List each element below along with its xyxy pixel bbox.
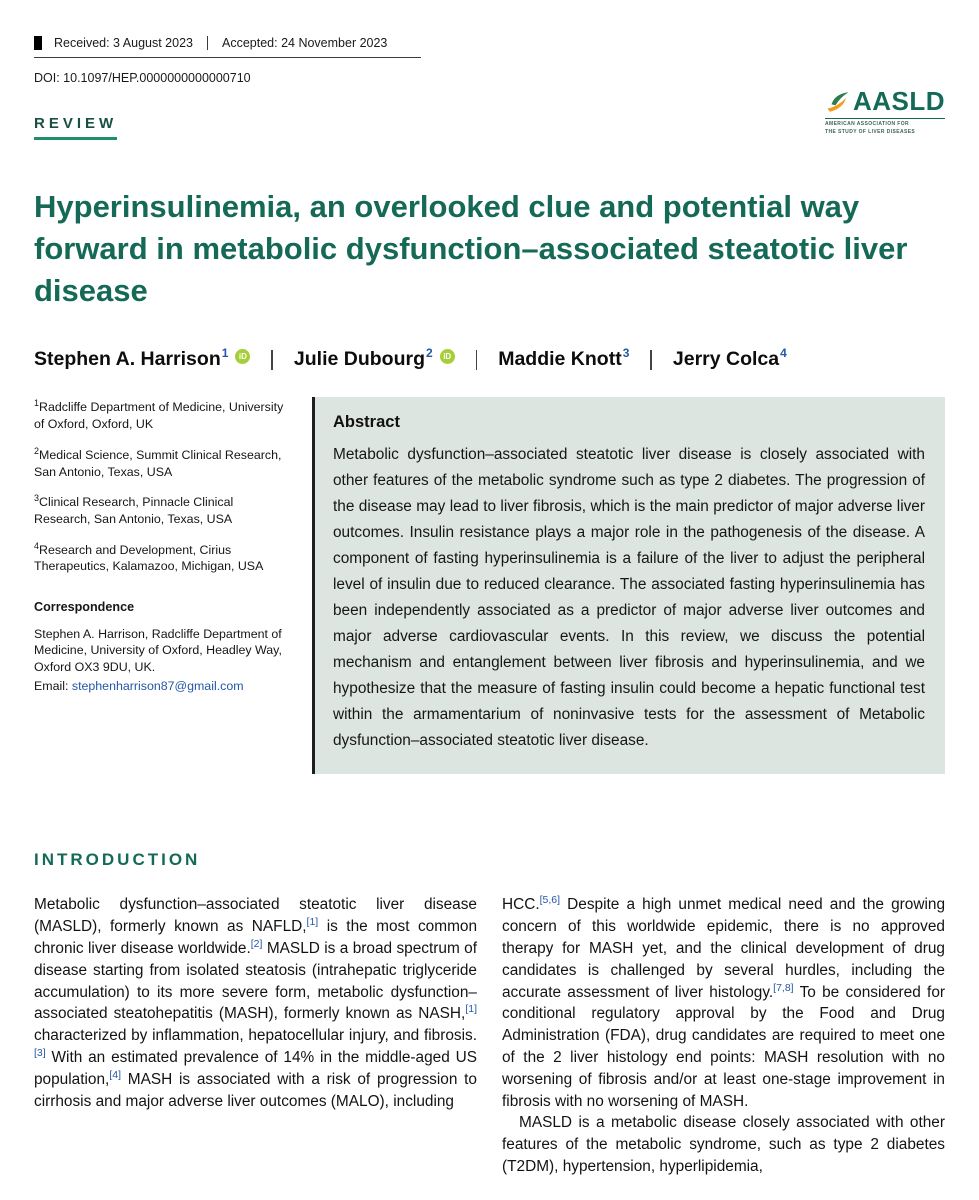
affiliation-text: Radcliffe Department of Medicine, University of Oxford, Oxford, UK <box>34 400 284 432</box>
abstract-box <box>312 397 945 774</box>
email-label: Email: <box>34 678 72 693</box>
abstract-text: Metabolic dysfunction–associated steatotic liver disease is closely associated with other features of the metabolic syndrome such as type 2 diabetes. The progression of the disease may lead to liver fibrosis, which is the main predictor of major adverse liver outcomes. Insulin resistance plays a major role in the pathogenesis of the disease. A component of fasting hyperinsulinemia is a failure of the liver to adjust the peripheral level of insulin due to reduced clearance. The associated fasting hyperinsulinemia has been independently associated as a predictor of major adverse liver outcomes and major adverse cardiovascular events. In this review, we discuss the potential mechanism and entanglement between liver fibrosis and hyperinsulinemia, and we hypothesize that the measure of fasting insulin could become a hepatic functional test within the armamentarium of noninvasive tests for the assessment of Metabolic dysfunction–associated steatotic liver disease. <box>333 446 925 750</box>
aasld-tagline-line2: THE STUDY OF LIVER DISEASES <box>825 128 916 135</box>
author-affiliation-sup: 1 <box>221 345 229 360</box>
aasld-logo-rule <box>825 118 945 119</box>
affiliation-3 <box>34 492 288 527</box>
affiliation-sup: 3 <box>34 493 40 504</box>
introduction-heading: INTRODUCTION <box>34 850 201 870</box>
author-separator <box>271 350 273 370</box>
affiliation-sup: 1 <box>34 398 40 409</box>
citation-ref[interactable]: [5,6] <box>539 894 561 907</box>
author-affiliation-sup: 2 <box>426 345 433 360</box>
aasld-logo-row <box>825 86 945 117</box>
affiliation-text: Medical Science, Summit Clinical Research, San Antonio, Texas, USA <box>34 447 282 479</box>
author-affiliation-sup: 4 <box>780 345 787 360</box>
received-date: Received: 3 August 2023 <box>54 36 193 50</box>
author-2 <box>293 345 455 371</box>
affiliation-text: Clinical Research, Pinnacle Clinical Research, San Antonio, Texas, USA <box>34 495 234 526</box>
author-1 <box>34 345 250 371</box>
paragraph: HCC.[5,6] Despite a high unmet medical need and the growing concern of this worldwide epidemic, there is no approved therapy for MASH yet, and the clinical development of drug candidates is challenged by several hurdles, including the accurate assessment of liver histology.[7,8] To be considered for conditional regulatory approval by the Food and Drug Administration (FDA), drug candidates are required to meet one of the 2 liver histology end points: MASH resolution with no worsening of fibrosis and/or at least one-stage improvement in fibrosis with no worsening of MASH. <box>502 894 946 1110</box>
aasld-logo-tagline <box>825 121 945 136</box>
author-4 <box>672 345 787 371</box>
author-name: Julie Dubourg <box>293 348 426 371</box>
citation-ref[interactable]: [1] <box>306 916 319 929</box>
affiliation-2 <box>34 445 288 480</box>
author-name: Stephen A. Harrison <box>34 348 221 371</box>
accepted-date: Accepted: 24 November 2023 <box>222 36 388 50</box>
citation-ref[interactable]: [2] <box>250 937 263 950</box>
affiliation-1 <box>34 397 288 432</box>
citation-ref[interactable]: [1] <box>465 1003 477 1016</box>
received-accepted-row <box>34 36 421 58</box>
body-columns <box>34 894 945 1177</box>
introduction-section <box>34 850 945 1177</box>
header-marker <box>34 36 42 50</box>
body-column-right <box>502 894 945 1177</box>
body-column-left <box>34 894 477 1177</box>
author-name: Jerry Colca <box>672 348 780 371</box>
author-separator <box>650 350 652 370</box>
aasld-logo-text: AASLD <box>852 86 945 116</box>
citation-ref[interactable]: [7,8] <box>773 981 794 994</box>
email-link[interactable]: stephenharrison87@gmail.com <box>71 678 244 693</box>
orcid-icon[interactable]: iD <box>235 349 250 364</box>
paragraph: Metabolic dysfunction–associated steatotic liver disease (MASLD), formerly known as NAFLD,[1] is the most common chronic liver disease worldwide.[2] MASLD is a broad spectrum of disease starting from isolated steatosis (intrahepatic triglyceride accumulation) to its more severe form, metabolic dysfunction–associated steatohepatitis (MASH), formerly known as NASH,[1] characterized by inflammation, hepatocellular injury, and fibrosis.[3] With an estimated prevalence of 14% in the middle-aged US population,[4] MASH is associated with a risk of progression to cirrhosis and major adverse liver outcomes (MALO), including <box>34 896 478 1110</box>
author-affiliation-sup: 3 <box>622 345 630 360</box>
affiliation-sup: 4 <box>34 540 40 551</box>
doi: DOI: 10.1097/HEP.0000000000000710 <box>34 71 251 85</box>
article-type-label: REVIEW <box>34 115 117 140</box>
author-name: Maddie Knott <box>498 348 622 371</box>
affiliation-sup: 2 <box>34 445 40 456</box>
affiliations-column <box>34 397 288 774</box>
abstract-heading: Abstract <box>333 413 400 432</box>
article-title: Hyperinsulinemia, an overlooked clue and potential way forward in metabolic dysfunction–associated steatotic liver disease <box>34 189 908 309</box>
citation-ref[interactable]: [4] <box>109 1068 121 1081</box>
aasld-tagline-line1: AMERICAN ASSOCIATION FOR <box>825 121 910 127</box>
author-list <box>34 345 945 371</box>
affiliation-text: Research and Development, Cirius Therapeutics, Kalamazoo, Michigan, USA <box>34 542 264 574</box>
orcid-icon[interactable]: iD <box>440 349 455 364</box>
info-abstract-section <box>34 397 945 774</box>
author-3 <box>498 345 630 371</box>
correspondence-email-line <box>34 678 288 695</box>
meta-divider <box>207 36 208 50</box>
correspondence-heading: Correspondence <box>34 599 135 614</box>
correspondence-text: Stephen A. Harrison, Radcliffe Department of Medicine, University of Oxford, Headley Way, Oxford OX3 9DU, UK. <box>34 626 282 674</box>
affiliation-4 <box>34 540 288 575</box>
paragraph: MASLD is a metabolic disease closely associated with other features of the metabolic syndrome, such as type 2 diabetes (T2DM), hypertension, hyperlipidemia, <box>502 1114 945 1176</box>
aasld-logo-icon <box>825 88 851 116</box>
citation-ref[interactable]: [3] <box>34 1046 46 1059</box>
author-separator <box>476 350 478 370</box>
aasld-logo <box>825 86 945 136</box>
